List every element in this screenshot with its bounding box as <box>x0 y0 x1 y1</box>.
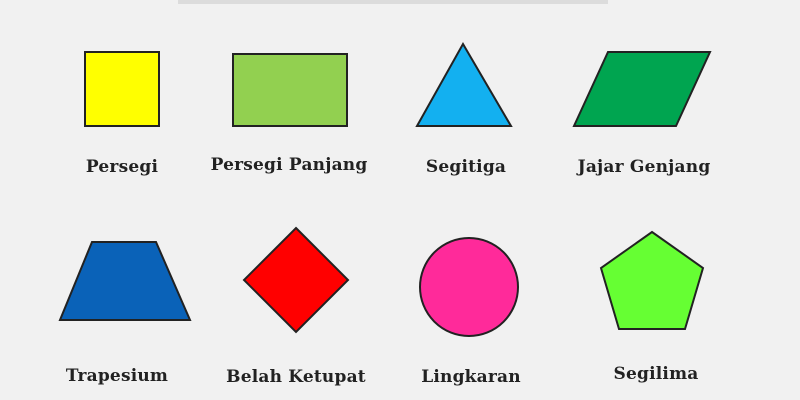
circle-icon <box>415 234 523 340</box>
lingkaran-shape <box>420 238 518 336</box>
label-lingkaran: Lingkaran <box>421 367 521 387</box>
square-icon <box>80 48 164 130</box>
persegi-shape <box>85 52 159 126</box>
trapesium-shape <box>60 242 190 320</box>
persegi-panjang-shape <box>233 54 347 126</box>
label-jajar-genjang: Jajar Genjang <box>577 157 711 177</box>
label-trapesium: Trapesium <box>65 366 169 386</box>
label-belah-ketupat: Belah Ketupat <box>226 367 366 387</box>
rectangle-icon <box>228 50 354 130</box>
belah-ketupat-shape <box>244 228 348 332</box>
label-segilima: Segilima <box>613 364 699 384</box>
jajar-genjang-shape <box>574 52 710 126</box>
label-persegi-panjang: Persegi Panjang <box>210 155 368 175</box>
segilima-shape <box>601 232 703 329</box>
parallelogram-icon <box>570 48 716 132</box>
triangle-icon <box>413 40 517 132</box>
label-segitiga: Segitiga <box>425 157 507 177</box>
pentagon-icon <box>597 228 709 334</box>
rhombus-icon <box>240 224 356 340</box>
top-divider <box>178 0 608 4</box>
segitiga-shape <box>417 44 511 126</box>
label-persegi: Persegi <box>85 157 159 177</box>
trapezoid-icon <box>56 238 196 326</box>
